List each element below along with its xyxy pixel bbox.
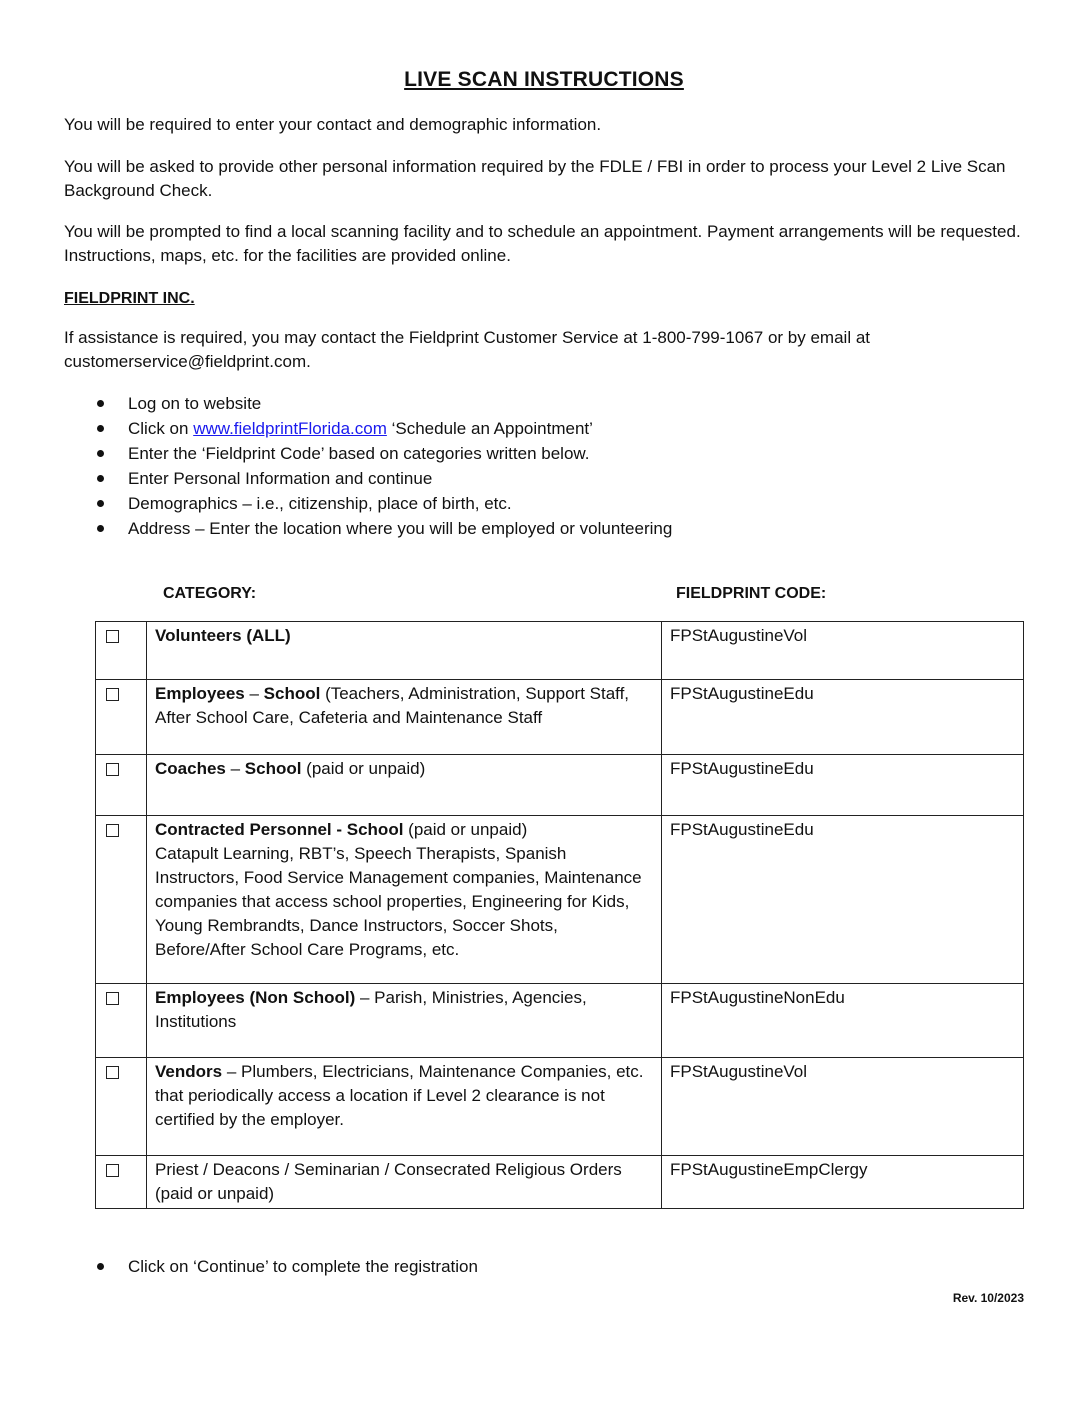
table-row — [96, 984, 1024, 1058]
table-row — [96, 1058, 1024, 1156]
revision-note: Rev. 10/2023 — [952, 1291, 1024, 1305]
checkbox[interactable] — [106, 688, 119, 701]
table-row — [96, 816, 1024, 984]
table-row — [96, 680, 1024, 755]
code-cell: FPStAugustineNonEdu — [662, 984, 1024, 1058]
list-item — [64, 1254, 1024, 1279]
step-text-suffix: ‘Schedule an Appointment’ — [386, 419, 593, 438]
category-name: Employees — [155, 684, 245, 703]
category-table — [95, 621, 1024, 1209]
step-text: Log on to website — [128, 394, 262, 413]
category-name: Employees (Non School) — [155, 988, 356, 1007]
category-desc: (paid or unpaid) — [301, 759, 426, 778]
category-cell — [147, 1058, 662, 1156]
category-desc: – Plumbers, Electricians, Maintenance Companies, etc. that periodically access a location if Level 2 clearance is not certified by the employer. — [155, 1062, 644, 1129]
page-title: LIVE SCAN INSTRUCTIONS — [404, 68, 684, 91]
category-desc: (Teachers, Administration, Support Staff, After School Care, Cafeteria and Maintenance Staff — [155, 684, 630, 727]
checkbox-cell — [96, 680, 147, 755]
category-desc: – Parish, Ministries, Agencies, Institutions — [155, 988, 587, 1031]
step-text-prefix: Click on — [128, 419, 194, 438]
category-name: Contracted Personnel - School — [155, 820, 404, 839]
step-text: Demographics – i.e., citizenship, place of birth, etc. — [128, 494, 512, 513]
step-text: Click on ‘Continue’ to complete the registration — [128, 1257, 478, 1276]
intro-paragraph-personal-info: You will be asked to provide other personal information required by the FDLE / FBI in order to process your Level 2 Live Scan Background Check. — [64, 157, 1006, 200]
bullet-icon — [97, 450, 104, 457]
category-name: Volunteers (ALL) — [155, 626, 291, 645]
category-detail: Catapult Learning, RBT’s, Speech Therapists, Spanish Instructors, Food Service Management companies, Maintenance companies that access school properties, Engineering for Kids, Young Rembrandts, Dance Instructors, Soccer Shots, Before/After School Care Programs, etc. — [155, 844, 642, 959]
code-cell: FPStAugustineEdu — [662, 755, 1024, 816]
step-text: Address – Enter the location where you will be employed or volunteering — [128, 519, 673, 538]
table-row — [96, 1156, 1024, 1209]
bullet-icon — [97, 425, 104, 432]
category-desc: Priest / Deacons / Seminarian / Consecrated Religious Orders (paid or unpaid) — [155, 1160, 622, 1203]
checkbox[interactable] — [106, 1066, 119, 1079]
category-cell — [147, 680, 662, 755]
intro-paragraph-scheduling: You will be prompted to find a local scanning facility and to schedule an appointment. Payment arrangements will be requested. Instructions, maps, etc. for the facilities are provided online. — [64, 222, 1021, 265]
category-dash: – — [225, 759, 245, 778]
checkbox-cell — [96, 755, 147, 816]
checkbox[interactable] — [106, 630, 119, 643]
code-column-header: FIELDPRINT CODE: — [676, 585, 827, 602]
category-name: Vendors — [155, 1062, 223, 1081]
list-item — [64, 416, 1024, 441]
category-desc: (paid or unpaid) — [403, 820, 528, 839]
category-cell — [147, 755, 662, 816]
step-text: Enter the ‘Fieldprint Code’ based on categories written below. — [128, 444, 590, 463]
code-cell: FPStAugustineEdu — [662, 816, 1024, 984]
bullet-icon — [97, 525, 104, 532]
checkbox[interactable] — [106, 763, 119, 776]
list-item — [64, 391, 1024, 416]
category-cell — [147, 816, 662, 984]
checkbox-cell — [96, 622, 147, 680]
bullet-icon — [97, 1263, 104, 1270]
assistance-paragraph: If assistance is required, you may contact the Fieldprint Customer Service at 1-800-799-1067 or by email at customerservice@fieldprint.com. — [64, 328, 870, 371]
steps-list — [64, 391, 1024, 541]
fieldprint-website-link[interactable]: www.fieldprintFlorida.com — [193, 419, 387, 438]
checkbox-cell — [96, 1156, 147, 1209]
checkbox[interactable] — [106, 824, 119, 837]
list-item — [64, 466, 1024, 491]
code-cell: FPStAugustineVol — [662, 1058, 1024, 1156]
checkbox-cell — [96, 816, 147, 984]
vendor-heading: FIELDPRINT INC. — [64, 290, 195, 307]
bullet-icon — [97, 400, 104, 407]
final-step-list — [64, 1254, 1024, 1279]
list-item — [64, 491, 1024, 516]
list-item — [64, 516, 1024, 541]
bullet-icon — [97, 475, 104, 482]
table-row — [96, 755, 1024, 816]
checkbox[interactable] — [106, 992, 119, 1005]
category-cell — [147, 1156, 662, 1209]
checkbox[interactable] — [106, 1164, 119, 1177]
checkbox-cell — [96, 1058, 147, 1156]
table-row — [96, 622, 1024, 680]
checkbox-cell — [96, 984, 147, 1058]
list-item — [64, 441, 1024, 466]
intro-paragraph-contact: You will be required to enter your contact and demographic information. — [64, 115, 602, 134]
code-cell: FPStAugustineEmpClergy — [662, 1156, 1024, 1209]
code-cell: FPStAugustineVol — [662, 622, 1024, 680]
category-cell — [147, 984, 662, 1058]
category-name: Coaches — [155, 759, 226, 778]
bullet-icon — [97, 500, 104, 507]
category-cell — [147, 622, 662, 680]
category-qualifier: School — [263, 684, 321, 703]
step-text: Enter Personal Information and continue — [128, 469, 433, 488]
code-cell: FPStAugustineEdu — [662, 680, 1024, 755]
category-qualifier: School — [244, 759, 302, 778]
category-dash: – — [244, 684, 264, 703]
category-column-header: CATEGORY: — [163, 585, 257, 602]
